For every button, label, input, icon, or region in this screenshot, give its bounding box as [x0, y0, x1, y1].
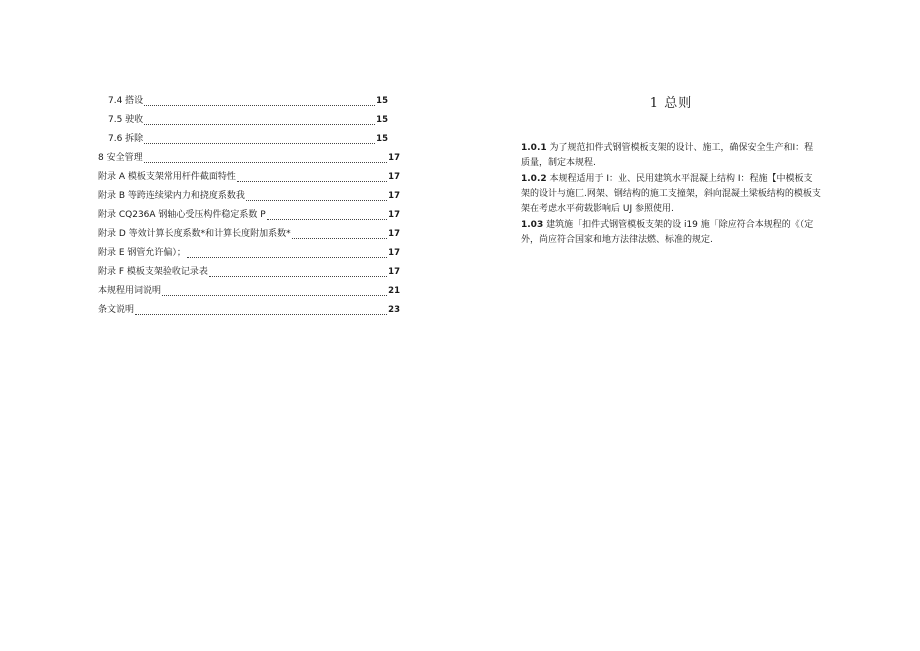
toc-entry[interactable]: [98, 225, 400, 244]
toc-leader-dots: [187, 257, 387, 258]
toc-entry[interactable]: [98, 263, 400, 282]
toc-leader-dots: [135, 314, 387, 315]
toc-entry[interactable]: [98, 130, 388, 149]
toc-entry[interactable]: [98, 301, 400, 320]
toc-leader-dots: [237, 181, 387, 182]
toc-entry-page: 15: [376, 115, 388, 125]
toc-entry-page: 17: [388, 191, 400, 201]
toc-entry-page: 21: [388, 286, 400, 296]
toc-entry-label: 附录 CQ236A 钢轴心受压构件稳定系数 P: [98, 210, 266, 220]
toc-leader-dots: [144, 124, 375, 125]
toc-entry-label: 附录 E 钢管允许偏）；: [98, 248, 186, 258]
toc-entry-label: 附录 F 模板支架验收记录表: [98, 267, 208, 277]
toc-entry-page: 17: [388, 248, 400, 258]
toc-leader-dots: [144, 143, 375, 144]
toc-entry-label: 7.5 驶收: [108, 115, 144, 125]
toc-entry-page: 17: [388, 172, 400, 182]
toc-entry[interactable]: [98, 168, 400, 187]
toc-entry-page: 15: [376, 134, 388, 144]
toc-entry-label: 附录 B 等跨连续梁内力和挠度系数我: [98, 191, 245, 201]
clause-number: 1.0.2: [521, 174, 547, 184]
clause-text: 建筑施「扣件式钢管模板支架的设 i19 施「除应符合本规程的《（定外，尚应符合国家和地方法律法燃、标准的规定.: [521, 220, 814, 245]
toc-entry[interactable]: [98, 244, 400, 263]
toc-entry[interactable]: [98, 149, 400, 168]
clause-text: 本规程适用于 I：业、民用建筑水平混凝上结构 I：程施【中模板支架的设计与施匚.网架、钢结构的施工支撞架，斜向混凝土梁板结构的模板支架在考虑水平荷载影响后 UJ 参照使用.: [521, 174, 821, 214]
toc-entry[interactable]: [98, 187, 400, 206]
toc-leader-dots: [209, 276, 387, 277]
toc-entry-page: 15: [376, 96, 388, 106]
clause-number: 1.0.1: [521, 143, 547, 153]
toc-leader-dots: [144, 162, 388, 163]
toc-entry-label: 附录 A 模板支架常用杆件截面特性: [98, 172, 236, 182]
toc-entry-label: 本规程用词说明: [98, 286, 162, 296]
clause-paragraph: [521, 218, 821, 248]
toc-entry[interactable]: [98, 282, 400, 301]
toc-leader-dots: [267, 219, 387, 220]
toc-entry[interactable]: [98, 111, 388, 130]
clause-paragraph: [521, 172, 821, 217]
toc-entry-page: 23: [388, 305, 400, 315]
toc-entry-label: 7.4 搭设: [108, 96, 144, 106]
toc-entry[interactable]: [98, 92, 388, 111]
toc-leader-dots: [162, 295, 387, 296]
toc-entry-page: 17: [388, 229, 400, 239]
clause-paragraph: [521, 141, 821, 171]
toc-leader-dots: [246, 200, 387, 201]
toc-entry-label: 附录 D 等效计算长度系数*和计算长度附加系数*: [98, 229, 291, 239]
clause-text: 为了规范扣件式钢管模板支架的设计、施工，确保安全生产和I：程质量，制定本规程.: [521, 143, 814, 168]
toc-entry-page: 17: [388, 267, 400, 277]
chapter-general-provisions: [521, 92, 821, 249]
toc-leader-dots: [144, 105, 375, 106]
toc-entry-label: 7.6 拆除: [108, 134, 144, 144]
chapter-title: 1 总则: [649, 96, 693, 111]
toc-entry-label: 8 安全管理: [98, 153, 143, 163]
table-of-contents: [98, 92, 400, 320]
toc-entry-page: 17: [388, 210, 400, 220]
toc-leader-dots: [292, 238, 388, 239]
clause-number: 1.03: [521, 220, 544, 230]
toc-entry-label: 条文说明: [98, 305, 135, 315]
toc-entry[interactable]: [98, 206, 400, 225]
toc-entry-page: 17: [388, 153, 400, 163]
